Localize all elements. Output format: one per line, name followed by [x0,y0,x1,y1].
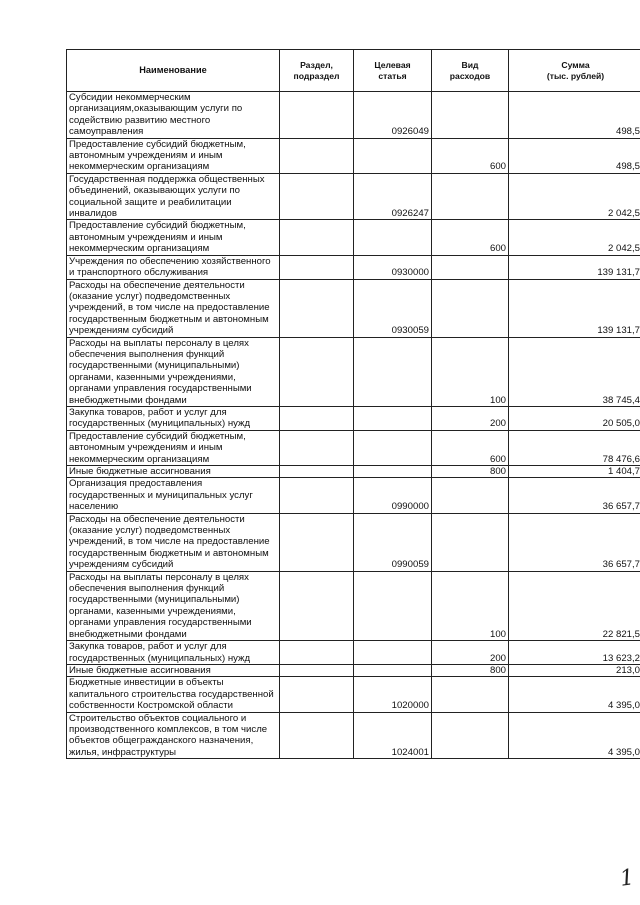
row-section [280,92,354,139]
row-name: Иные бюджетные ассигнования [67,466,280,478]
table-row [67,220,640,255]
table-row [67,92,640,139]
row-section [280,279,354,337]
row-kind [432,677,509,712]
row-target [354,641,432,665]
row-section [280,641,354,665]
row-name: Предоставление субсидий бюджетным, автономным учреждениям и иным некоммерческим организациям [67,138,280,173]
row-sum: 498,5 [509,92,640,139]
table-row [67,406,640,430]
row-sum: 213,0 [509,664,640,676]
header-target: Целевая статья [354,50,432,92]
row-kind [432,173,509,220]
row-sum: 78 476,6 [509,430,640,465]
row-sum: 498,5 [509,138,640,173]
table-row [67,337,640,406]
row-target [354,337,432,406]
row-name: Субсидии некоммерческим организациям,оказывающим услуги по содействию развитию местного самоуправления [67,92,280,139]
row-sum: 139 131,7 [509,255,640,279]
row-sum: 13 623,2 [509,641,640,665]
row-target [354,220,432,255]
row-sum: 20 505,0 [509,406,640,430]
row-section [280,677,354,712]
row-name: Закупка товаров, работ и услуг для государственных (муниципальных) нужд [67,641,280,665]
row-target [354,466,432,478]
table-row [67,255,640,279]
row-target: 1024001 [354,712,432,759]
row-kind [432,478,509,513]
header-name: Наименование [67,50,280,92]
row-sum: 36 657,7 [509,478,640,513]
row-section [280,664,354,676]
row-sum: 1 404,7 [509,466,640,478]
row-name: Предоставление субсидий бюджетным, автономным учреждениям и иным некоммерческим организациям [67,430,280,465]
row-kind: 600 [432,430,509,465]
table-row [67,664,640,676]
row-kind: 600 [432,220,509,255]
row-sum: 4 395,0 [509,712,640,759]
row-target: 0926049 [354,92,432,139]
row-section [280,220,354,255]
table-row [67,571,640,640]
row-name: Расходы на обеспечение деятельности (оказание услуг) подведомственных учреждений, в том числе на предоставление государственным бюджетным и автономным учреждениям субсидий [67,279,280,337]
page-number-mark: 1 [618,865,636,892]
row-target [354,430,432,465]
row-kind [432,279,509,337]
row-target [354,138,432,173]
row-name: Организация предоставления государственных и муниципальных услуг населению [67,478,280,513]
row-sum: 4 395,0 [509,677,640,712]
row-target: 0990059 [354,513,432,571]
row-name: Закупка товаров, работ и услуг для государственных (муниципальных) нужд [67,406,280,430]
row-section [280,430,354,465]
row-target [354,406,432,430]
row-section [280,337,354,406]
row-kind: 100 [432,571,509,640]
budget-table [66,49,640,759]
row-sum: 38 745,4 [509,337,640,406]
row-target: 0930059 [354,279,432,337]
row-section [280,513,354,571]
table-row [67,430,640,465]
row-sum: 2 042,5 [509,173,640,220]
row-name: Строительство объектов социального и производственного комплексов, в том числе объектов общегражданского назначения, жилья, инфраструктуры [67,712,280,759]
header-sum: Сумма (тыс. рублей) [509,50,640,92]
row-kind: 800 [432,466,509,478]
row-name: Расходы на обеспечение деятельности (оказание услуг) подведомственных учреждений, в том числе на предоставление государственным бюджетным и автономным учреждениям субсидий [67,513,280,571]
row-name: Предоставление субсидий бюджетным, автономным учреждениям и иным некоммерческим организациям [67,220,280,255]
row-target [354,664,432,676]
row-sum: 22 821,5 [509,571,640,640]
row-kind: 200 [432,406,509,430]
row-name: Бюджетные инвестиции в объекты капитального строительства государственной собственности Костромской области [67,677,280,712]
table-row [67,279,640,337]
row-name: Государственная поддержка общественных объединений, оказывающих услуги по социальной защите и реабилитации инвалидов [67,173,280,220]
row-kind [432,513,509,571]
header-section: Раздел, подраздел [280,50,354,92]
row-section [280,466,354,478]
table-row [67,138,640,173]
row-kind: 200 [432,641,509,665]
row-section [280,478,354,513]
row-kind: 100 [432,337,509,406]
table-row [67,513,640,571]
table-row [67,712,640,759]
row-target: 0990000 [354,478,432,513]
table-header-row [67,50,640,92]
row-sum: 2 042,5 [509,220,640,255]
row-section [280,712,354,759]
row-sum: 36 657,7 [509,513,640,571]
header-kind: Вид расходов [432,50,509,92]
row-section [280,255,354,279]
row-name: Учреждения по обеспечению хозяйственного и транспортного обслуживания [67,255,280,279]
table-row [67,173,640,220]
row-section [280,173,354,220]
table-row [67,677,640,712]
table-row [67,478,640,513]
row-kind [432,92,509,139]
table-row [67,641,640,665]
row-section [280,571,354,640]
row-target: 1020000 [354,677,432,712]
row-name: Расходы на выплаты персоналу в целях обеспечения выполнения функций государственными (муниципальными) органами, казенными учреждениями, органами управления государственными внебюджетными фондами [67,337,280,406]
row-target [354,571,432,640]
row-kind: 600 [432,138,509,173]
row-section [280,138,354,173]
row-name: Расходы на выплаты персоналу в целях обеспечения выполнения функций государственными (муниципальными) органами, казенными учреждениями, органами управления государственными внебюджетными фондами [67,571,280,640]
row-section [280,406,354,430]
row-kind: 800 [432,664,509,676]
row-kind [432,255,509,279]
row-name: Иные бюджетные ассигнования [67,664,280,676]
row-target: 0926247 [354,173,432,220]
row-target: 0930000 [354,255,432,279]
row-sum: 139 131,7 [509,279,640,337]
row-kind [432,712,509,759]
table-row [67,466,640,478]
